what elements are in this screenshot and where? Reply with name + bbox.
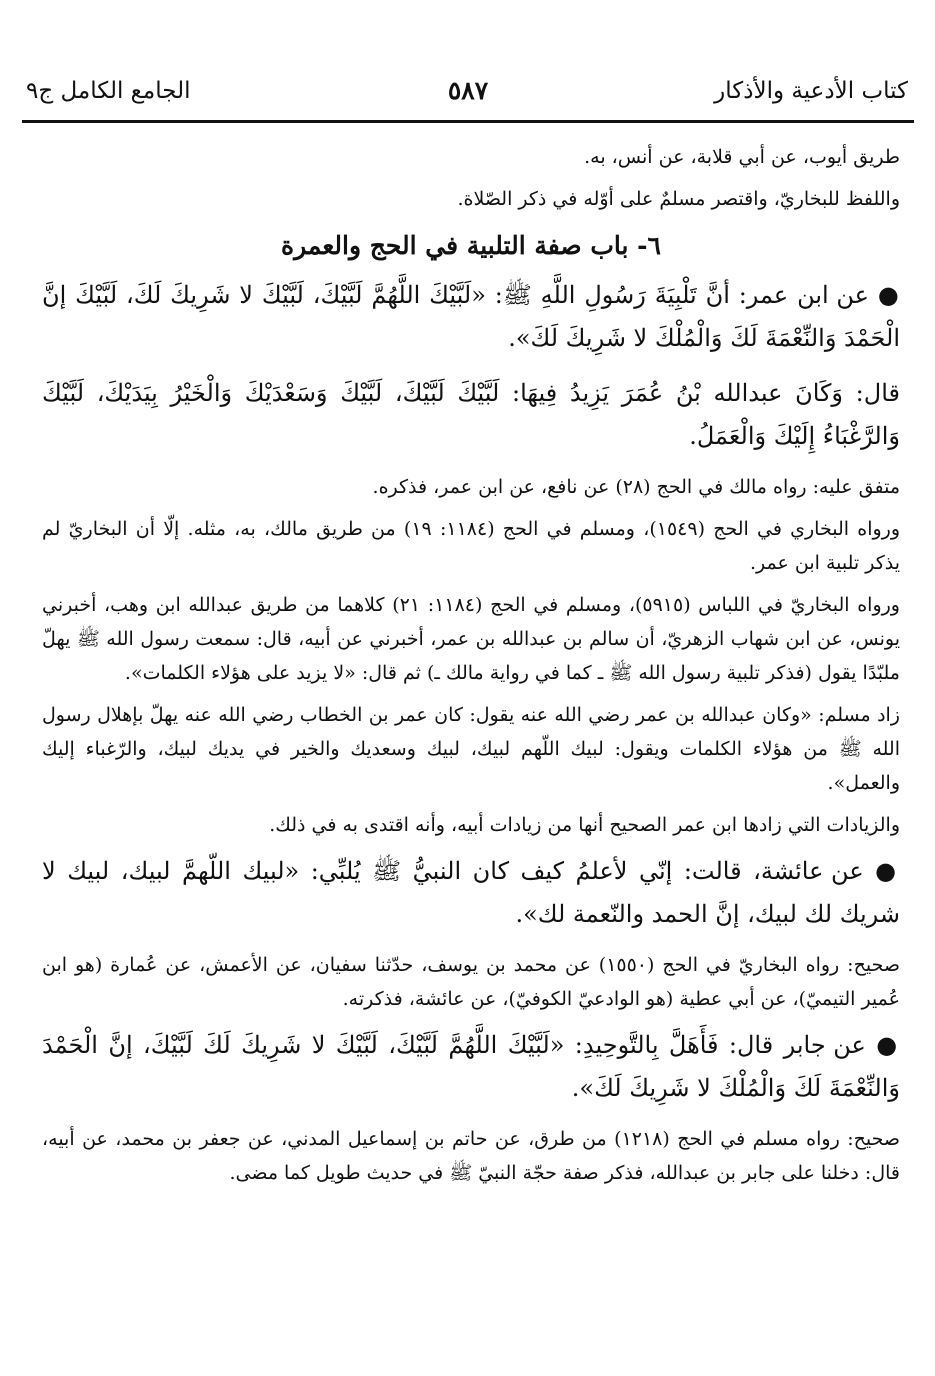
bullet-marker: ●: [876, 1031, 900, 1059]
page-header: [22, 78, 914, 118]
hadith-text: عن عائشة، قالت: إنّي لأعلمُ كيف كان النبيُّ ﷺ يُلبِّي: «لبيك اللّهمَّ لبيك، لبيك لا شريك لك لبيك، إنَّ الحمد والنّعمة لك».: [42, 857, 900, 928]
note-paragraph: طريق أيوب، عن أبي قلابة، عن أنس، به.: [584, 146, 900, 168]
takhrij-paragraph: صحيح: رواه مسلم في الحج (١٢١٨) من طرق، عن حاتم بن إسماعيل المدني، عن جعفر بن محمد، عن أبيه، قال: دخلنا على جابر بن عبدالله، فذكر صفة حجّة النبيّ ﷺ في حديث طويل كما مضى.: [42, 1128, 900, 1184]
note-paragraph: واللفظ للبخاريّ، واقتصر مسلمٌ على أوّله في ذكر الصّلاة.: [457, 188, 900, 210]
takhrij-paragraph: متفق عليه: رواه مالك في الحج (٢٨) عن نافع، عن ابن عمر، فذكره.: [372, 476, 900, 498]
takhrij-paragraph: ورواه البخاريّ في اللباس (٥٩١٥)، ومسلم في الحج (١١٨٤: ٢١) كلاهما من طريق عبدالله ابن وهب، أخبرني يونس، عن ابن شهاب الزهريّ، أن سالم بن عبدالله بن عمر، أخبرني عن أبيه، قال: سمعت رسول الله ﷺ يهلّ ملبّدًا يقول (فذكر تلبية رسول الله ﷺ ـ كما في رواية مالك ـ) ثم قال: «لا يزيد على هؤلاء الكلمات».: [42, 594, 900, 684]
hadith-text: عن جابر قال: فَأَهَلَّ بِالتَّوحِيدِ: «لَبَّيْكَ اللَّهُمَّ لَبَّيْكَ، لَبَّيْكَ لا شَرِيكَ لَكَ لَبَّيْكَ، إنَّ الْحَمْدَ وَالنِّعْمَةَ لَكَ وَالْمُلْكَ لا شَرِيكَ لَكَ».: [42, 1031, 900, 1102]
bullet-marker: ●: [875, 857, 900, 885]
page-number: ٥٨٧: [447, 76, 489, 105]
takhrij-paragraph: ورواه البخاري في الحج (١٥٤٩)، ومسلم في الحج (١١٨٤: ١٩) من طريق مالك، به، مثله. إلّا أن البخاريّ لم يذكر تلبية ابن عمر.: [42, 518, 901, 574]
book-page: [22, 0, 914, 1376]
hadith-text: عن ابن عمر: أنَّ تَلْبِيَةَ رَسُولِ اللَّهِ ﷺ: «لَبَّيْكَ اللَّهُمَّ لَبَّيْكَ، لَبَّيْكَ لا شَرِيكَ لَكَ، لَبَّيْكَ إنَّ الْحَمْدَ وَالنِّعْمَةَ لَكَ وَالْمُلْكَ لا شَرِيكَ لَكَ».: [42, 281, 900, 352]
takhrij-paragraph: زاد مسلم: «وكان عبدالله بن عمر رضي الله عنه يقول: كان عمر بن الخطاب رضي الله عنه يهلّ بإهلال رسول الله ﷺ من هؤلاء الكلمات ويقول: لبيك اللّهم لبيك، لبيك وسعديك والخير في يديك لبيك، والرّغباء إليك والعمل».: [42, 704, 900, 794]
book-title: كتاب الأدعية والأذكار: [714, 78, 908, 104]
page-body: [42, 140, 900, 1198]
hadith-paragraph: قال: وَكَانَ عبدالله بْنُ عُمَرَ يَزِيدُ فِيهَا: لَبَّيْكَ لَبَّيْكَ، لَبَّيْكَ وَسَعْدَيْكَ وَالْخَيْرُ بِيَدَيْكَ، لَبَّيْكَ وَالرَّغْبَاءُ إِلَيْكَ وَالْعَمَلُ.: [42, 379, 900, 450]
bullet-marker: ●: [877, 281, 900, 309]
takhrij-paragraph: صحيح: رواه البخاريّ في الحج (١٥٥٠) عن محمد بن يوسف، حدّثنا سفيان، عن الأعمش، عن عُمارة (هو ابن عُمير التيميّ)، عن أبي عطية (هو الوادعيّ الكوفيّ)، عن عائشة، فذكرته.: [42, 954, 900, 1010]
hadith-paragraph: [42, 274, 900, 360]
hadith-paragraph: [42, 1024, 900, 1110]
note-paragraph: والزيادات التي زادها ابن عمر الصحيح أنها من زيادات أبيه، وأنه اقتدى به في ذلك.: [269, 814, 900, 836]
header-rule: [22, 120, 914, 123]
hadith-paragraph: [42, 850, 900, 936]
collection-volume: الجامع الكامل ج٩: [26, 78, 191, 104]
chapter-title: ٦- باب صفة التلبية في الحج والعمرة: [281, 231, 661, 260]
